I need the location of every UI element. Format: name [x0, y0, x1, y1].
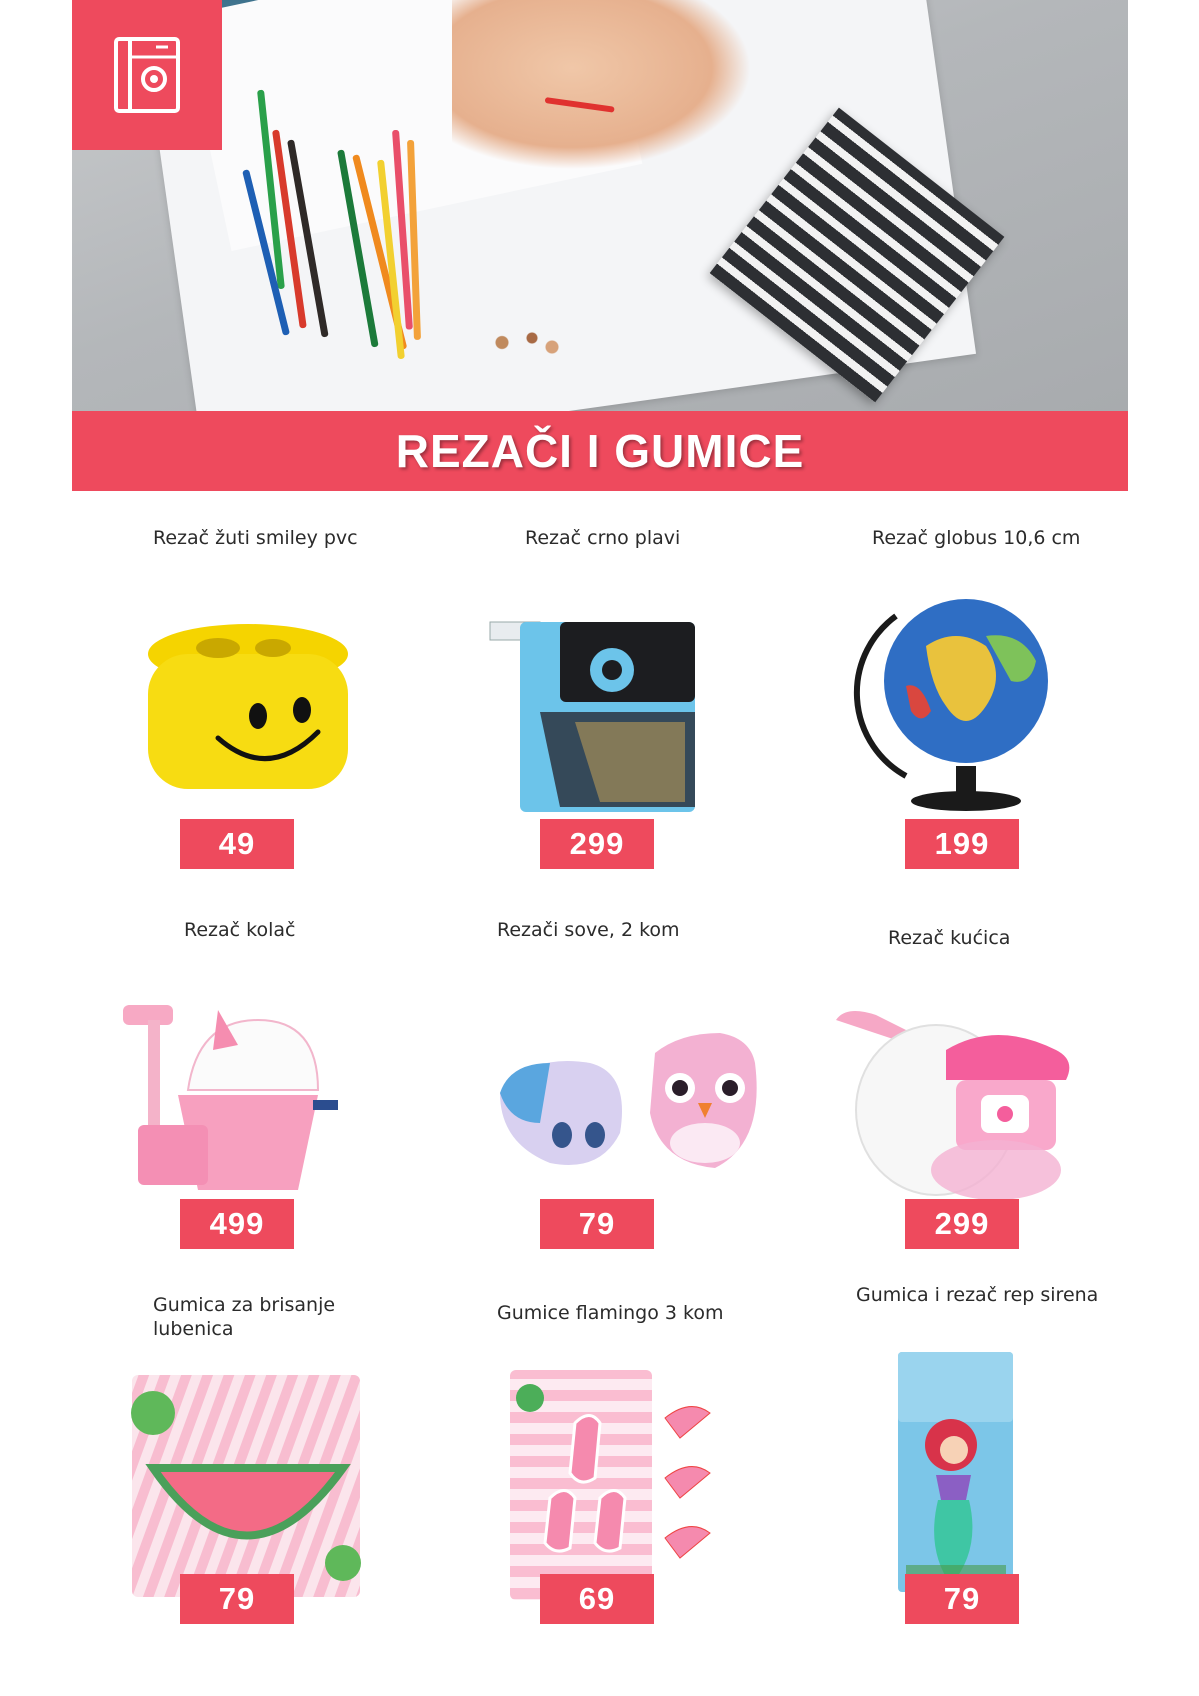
- product-name: Gumica i rezač rep sirena: [856, 1284, 1099, 1306]
- product-name: Rezač žuti smiley pvc: [153, 527, 358, 549]
- category-icon-box: [72, 0, 222, 150]
- product-name: Gumica za brisanje lubenica: [153, 1294, 336, 1340]
- pencil-shavings: [472, 320, 572, 365]
- hero-photo: [72, 0, 1128, 411]
- product-name: Gumice flamingo 3 kom: [497, 1302, 724, 1324]
- price-tag: 499: [180, 1199, 294, 1249]
- price-tag: 79: [905, 1574, 1019, 1624]
- product-name: Rezač globus 10,6 cm: [872, 527, 1081, 549]
- product-name: Rezač kolač: [184, 919, 296, 941]
- page-title: REZAČI I GUMICE: [395, 425, 805, 477]
- product-name: Rezači sove, 2 kom: [497, 919, 680, 941]
- product-name: Rezač crno plavi: [525, 527, 681, 549]
- hands: [452, 0, 752, 170]
- price-tag: 199: [905, 819, 1019, 869]
- product-name: Rezač kućica: [888, 927, 1011, 949]
- price-tag: 79: [180, 1574, 294, 1624]
- product-image-mermaid-eraser-sharpener: [836, 1350, 1166, 1610]
- price-tag: 299: [540, 819, 654, 869]
- price-tag: 69: [540, 1574, 654, 1624]
- price-tag: 79: [540, 1199, 654, 1249]
- price-tag: 299: [905, 1199, 1019, 1249]
- category-banner: [72, 411, 1128, 491]
- product-image-globe-sharpener: [836, 586, 1166, 846]
- pencil-sharpener-icon: [112, 35, 182, 115]
- price-tag: 49: [180, 819, 294, 869]
